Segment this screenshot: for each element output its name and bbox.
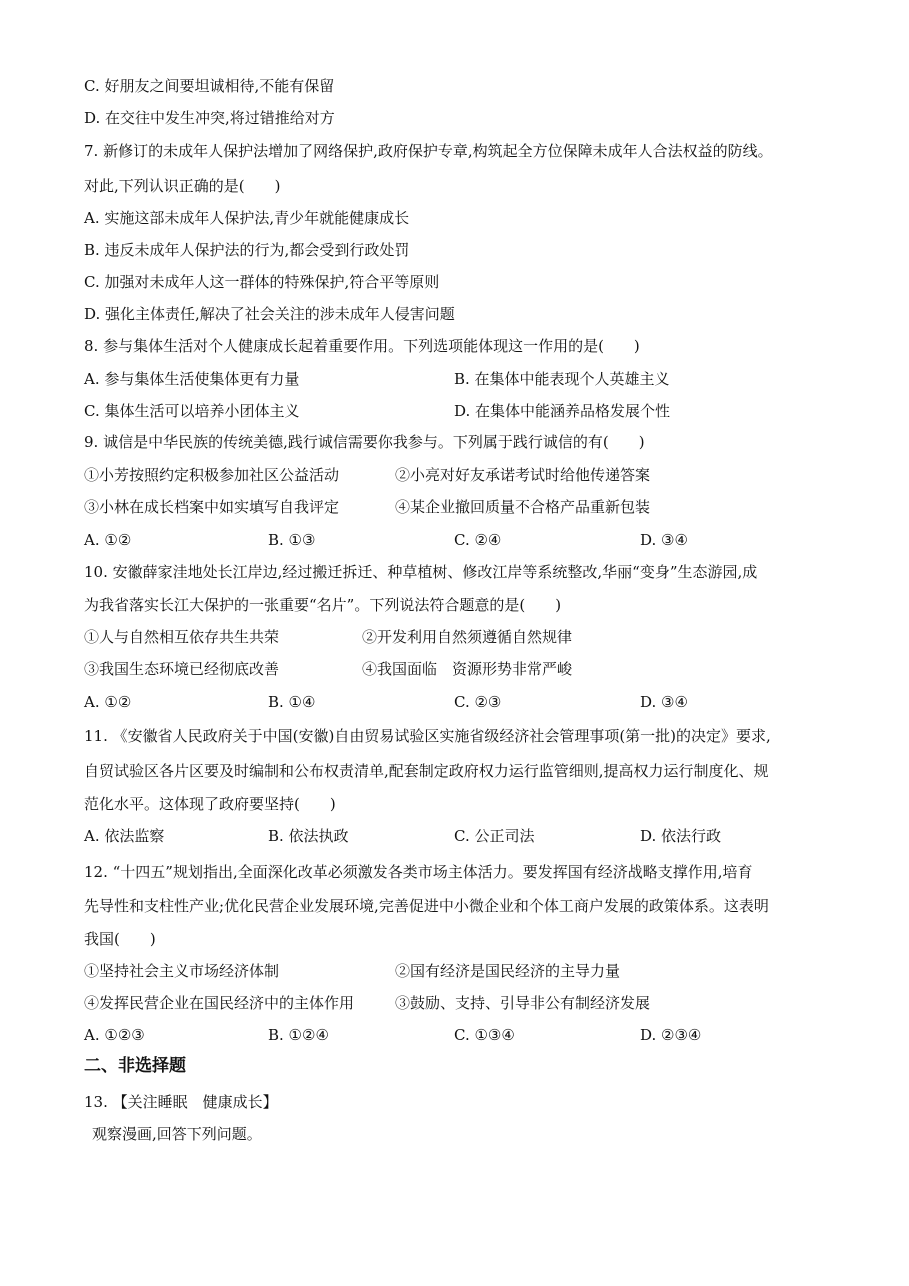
q9-statement-1: ①小芳按照约定积极参加社区公益活动 bbox=[84, 466, 340, 484]
q10-stem-line1: 10. 安徽薛家洼地处长江岸边,经过搬迁拆迁、种草植树、修改江岸等系统整改,华丽“变身”生态游园,成 bbox=[84, 563, 758, 581]
q12-statement-3: ④发挥民营企业在国民经济中的主体作用 bbox=[84, 994, 355, 1012]
q12-option-b: B. ①②④ bbox=[268, 1026, 329, 1044]
q9-option-b: B. ①③ bbox=[268, 531, 316, 549]
q13-title: 13. 【关注睡眠 健康成长】 bbox=[84, 1093, 278, 1111]
q8-stem: 8. 参与集体生活对个人健康成长起着重要作用。下列选项能体现这一作用的是( ) bbox=[84, 337, 640, 355]
q11-option-c: C. 公正司法 bbox=[454, 827, 535, 845]
q12-stem-line1: 12. “十四五”规划指出,全面深化改革必须激发各类市场主体活力。要发挥国有经济战略支撑作用,培育 bbox=[84, 863, 753, 881]
q9-option-a: A. ①② bbox=[84, 531, 132, 549]
q9-statement-2: ②小亮对好友承诺考试时给他传递答案 bbox=[395, 466, 651, 484]
q12-statement-1: ①坚持社会主义市场经济体制 bbox=[84, 962, 280, 980]
q12-statement-2: ②国有经济是国民经济的主导力量 bbox=[395, 962, 621, 980]
q11-stem-line3: 范化水平。这体现了政府要坚持( ) bbox=[84, 795, 336, 813]
q11-stem-line1: 11. 《安徽省人民政府关于中国(安徽)自由贸易试验区实施省级经济社会管理事项(第一批)的决定》要求, bbox=[84, 727, 771, 745]
q9-stem: 9. 诚信是中华民族的传统美德,践行诚信需要你我参与。下列属于践行诚信的有( ) bbox=[84, 433, 645, 451]
q10-statement-3: ③我国生态环境已经彻底改善 bbox=[84, 660, 280, 678]
q7-option-a: A. 实施这部未成年人保护法,青少年就能健康成长 bbox=[84, 209, 410, 227]
q10-statement-4: ④我国面临 资源形势非常严峻 bbox=[362, 660, 573, 678]
q11-stem-line2: 自贸试验区各片区要及时编制和公布权责清单,配套制定政府权力运行监管细则,提高权力运行制度化、规 bbox=[84, 762, 769, 780]
q12-option-d: D. ②③④ bbox=[640, 1026, 702, 1044]
q10-stem-line2: 为我省落实长江大保护的一张重要“名片”。下列说法符合题意的是( ) bbox=[84, 596, 562, 614]
q10-option-b: B. ①④ bbox=[268, 693, 316, 711]
q8-option-a: A. 参与集体生活使集体更有力量 bbox=[84, 370, 300, 388]
q12-statement-4: ③鼓励、支持、引导非公有制经济发展 bbox=[395, 994, 651, 1012]
q11-option-a: A. 依法监察 bbox=[84, 827, 165, 845]
section-heading: 二、非选择题 bbox=[84, 1056, 186, 1076]
q10-statement-2: ②开发利用自然须遵循自然规律 bbox=[362, 628, 573, 646]
q10-statement-1: ①人与自然相互依存共生共荣 bbox=[84, 628, 280, 646]
q7-option-b: B. 违反未成年人保护法的行为,都会受到行政处罚 bbox=[84, 241, 410, 259]
q8-option-d: D. 在集体中能涵养品格发展个性 bbox=[454, 402, 671, 420]
q12-stem-line2: 先导性和支柱性产业;优化民营企业发展环境,完善促进中小微企业和个体工商户发展的政策体系。这表明 bbox=[84, 897, 769, 915]
q11-option-b: B. 依法执政 bbox=[268, 827, 349, 845]
q12-stem-line3: 我国( ) bbox=[84, 930, 156, 948]
q10-option-c: C. ②③ bbox=[454, 693, 502, 711]
q7-stem-line1: 7. 新修订的未成年人保护法增加了网络保护,政府保护专章,构筑起全方位保障未成年人合法权益的防线。 bbox=[84, 142, 773, 160]
q10-option-d: D. ③④ bbox=[640, 693, 688, 711]
q6-option-c: C. 好朋友之间要坦诚相待,不能有保留 bbox=[84, 77, 335, 95]
q8-option-c: C. 集体生活可以培养小团体主义 bbox=[84, 402, 300, 420]
q11-option-d: D. 依法行政 bbox=[640, 827, 722, 845]
q9-statement-4: ④某企业撤回质量不合格产品重新包装 bbox=[395, 498, 651, 516]
q9-option-d: D. ③④ bbox=[640, 531, 688, 549]
q6-option-d: D. 在交往中发生冲突,将过错推给对方 bbox=[84, 109, 335, 127]
q7-option-c: C. 加强对未成年人这一群体的特殊保护,符合平等原则 bbox=[84, 273, 440, 291]
q10-option-a: A. ①② bbox=[84, 693, 132, 711]
q13-instruction: 观察漫画,回答下列问题。 bbox=[92, 1125, 262, 1143]
q12-option-c: C. ①③④ bbox=[454, 1026, 515, 1044]
q9-option-c: C. ②④ bbox=[454, 531, 502, 549]
q8-option-b: B. 在集体中能表现个人英雄主义 bbox=[454, 370, 670, 388]
q12-option-a: A. ①②③ bbox=[84, 1026, 145, 1044]
q9-statement-3: ③小林在成长档案中如实填写自我评定 bbox=[84, 498, 340, 516]
q7-stem-line2: 对此,下列认识正确的是( ) bbox=[84, 177, 281, 195]
q7-option-d: D. 强化主体责任,解决了社会关注的涉未成年人侵害问题 bbox=[84, 305, 455, 323]
